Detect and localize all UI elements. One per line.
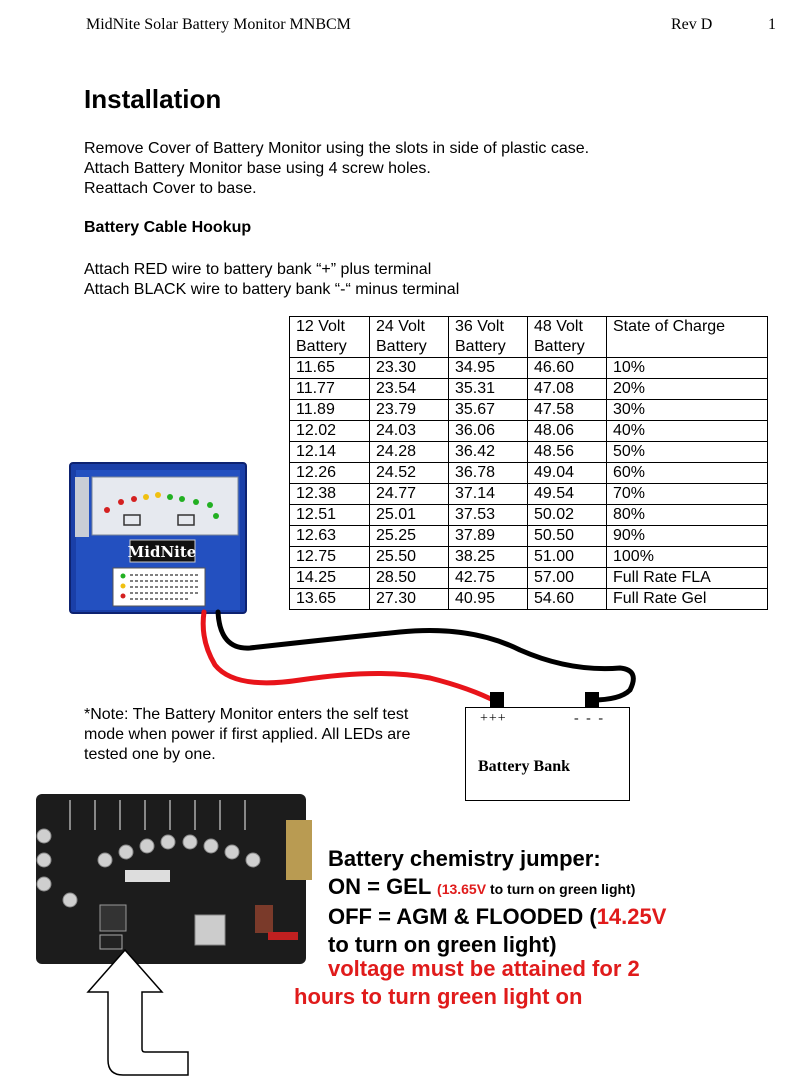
table-cell: 11.65 xyxy=(290,358,370,379)
table-cell: 12.51 xyxy=(290,505,370,526)
table-cell: 57.00 xyxy=(528,568,607,589)
table-cell: 30% xyxy=(607,400,768,421)
cable-hookup-heading: Battery Cable Hookup xyxy=(84,219,252,236)
table-cell: 100% xyxy=(607,547,768,568)
wire-line-black: Attach BLACK wire to battery bank “-“ minus terminal xyxy=(84,281,460,298)
table-cell: 37.14 xyxy=(449,484,528,505)
black-wire xyxy=(218,612,633,700)
header-title: MidNite Solar Battery Monitor MNBCM xyxy=(86,16,351,33)
table-cell: 12.14 xyxy=(290,442,370,463)
table-cell: 12.63 xyxy=(290,526,370,547)
intro-line: Remove Cover of Battery Monitor using the slots in side of plastic case. xyxy=(84,140,590,157)
column-header: State of Charge xyxy=(607,317,768,358)
table-cell: 24.52 xyxy=(370,463,449,484)
table-cell: 25.01 xyxy=(370,505,449,526)
jumper-title: Battery chemistry jumper: xyxy=(328,846,601,871)
table-cell: 49.54 xyxy=(528,484,607,505)
header-revision: Rev D xyxy=(671,16,713,33)
table-cell: 70% xyxy=(607,484,768,505)
intro-line: Reattach Cover to base. xyxy=(84,180,257,197)
wire-line-red: Attach RED wire to battery bank “+” plus terminal xyxy=(84,261,432,278)
table-cell: 11.89 xyxy=(290,400,370,421)
table-cell: Full Rate FLA xyxy=(607,568,768,589)
table-cell: 35.67 xyxy=(449,400,528,421)
column-header: 36 Volt Battery xyxy=(449,317,528,358)
table-cell: 12.38 xyxy=(290,484,370,505)
table-cell: 47.08 xyxy=(528,379,607,400)
table-cell: 25.25 xyxy=(370,526,449,547)
table-cell: 14.25 xyxy=(290,568,370,589)
battery-bank-label: Battery Bank xyxy=(478,758,570,775)
column-header: 48 Volt Battery xyxy=(528,317,607,358)
table-cell: 25.50 xyxy=(370,547,449,568)
table-cell: 20% xyxy=(607,379,768,400)
table-cell: 60% xyxy=(607,463,768,484)
table-cell: 46.60 xyxy=(528,358,607,379)
table-cell: 11.77 xyxy=(290,379,370,400)
table-cell: 49.04 xyxy=(528,463,607,484)
table-cell: 48.06 xyxy=(528,421,607,442)
table-cell: 12.02 xyxy=(290,421,370,442)
header-page-number: 1 xyxy=(768,16,776,33)
table-cell: 24.28 xyxy=(370,442,449,463)
device-logo: MidNite xyxy=(127,543,197,561)
table-cell: 50% xyxy=(607,442,768,463)
table-cell: 40% xyxy=(607,421,768,442)
table-cell: 37.53 xyxy=(449,505,528,526)
table-cell: 36.06 xyxy=(449,421,528,442)
up-arrow-icon xyxy=(88,950,188,1075)
table-cell: 50.02 xyxy=(528,505,607,526)
table-cell: 34.95 xyxy=(449,358,528,379)
table-cell: 12.75 xyxy=(290,547,370,568)
table-cell: 37.89 xyxy=(449,526,528,547)
jumper-off-line: OFF = AGM & FLOODED (14.25V xyxy=(328,904,667,929)
table-cell: 10% xyxy=(607,358,768,379)
table-cell: 24.77 xyxy=(370,484,449,505)
table-cell: 12.26 xyxy=(290,463,370,484)
table-cell: 54.60 xyxy=(528,589,607,610)
page-heading: Installation xyxy=(84,84,222,114)
table-cell: 42.75 xyxy=(449,568,528,589)
table-cell: 40.95 xyxy=(449,589,528,610)
table-cell: 13.65 xyxy=(290,589,370,610)
intro-line: Attach Battery Monitor base using 4 screw holes. xyxy=(84,160,431,177)
battery-monitor-device xyxy=(70,463,246,613)
table-cell: 50.50 xyxy=(528,526,607,547)
table-cell: 51.00 xyxy=(528,547,607,568)
table-cell: Full Rate Gel xyxy=(607,589,768,610)
circuit-board-image xyxy=(36,794,312,964)
table-cell: 24.03 xyxy=(370,421,449,442)
table-cell: 23.79 xyxy=(370,400,449,421)
table-cell: 38.25 xyxy=(449,547,528,568)
table-cell: 47.58 xyxy=(528,400,607,421)
self-test-note: *Note: The Battery Monitor enters the self test mode when power if first applied. All LEDs are tested one by one. xyxy=(84,706,411,763)
positive-terminal-label: +++ xyxy=(480,711,507,726)
table-cell: 23.30 xyxy=(370,358,449,379)
column-header: 24 Volt Battery xyxy=(370,317,449,358)
jumper-on-line: ON = GEL (13.65V to turn on green light) xyxy=(328,874,636,899)
table-cell: 27.30 xyxy=(370,589,449,610)
attain-voltage-note: voltage must be attained for 2 hours to turn green light on xyxy=(294,956,640,1009)
table-cell: 48.56 xyxy=(528,442,607,463)
table-cell: 23.54 xyxy=(370,379,449,400)
table-cell: 35.31 xyxy=(449,379,528,400)
table-cell: 28.50 xyxy=(370,568,449,589)
table-cell: 36.42 xyxy=(449,442,528,463)
jumper-off-line-2: to turn on green light) xyxy=(328,932,557,957)
negative-terminal-label: - - - xyxy=(574,711,605,726)
jumper-instructions xyxy=(328,845,666,959)
table-cell: 36.78 xyxy=(449,463,528,484)
table-cell: 80% xyxy=(607,505,768,526)
table-cell: 90% xyxy=(607,526,768,547)
column-header: 12 Volt Battery xyxy=(290,317,370,358)
red-wire xyxy=(203,612,497,702)
